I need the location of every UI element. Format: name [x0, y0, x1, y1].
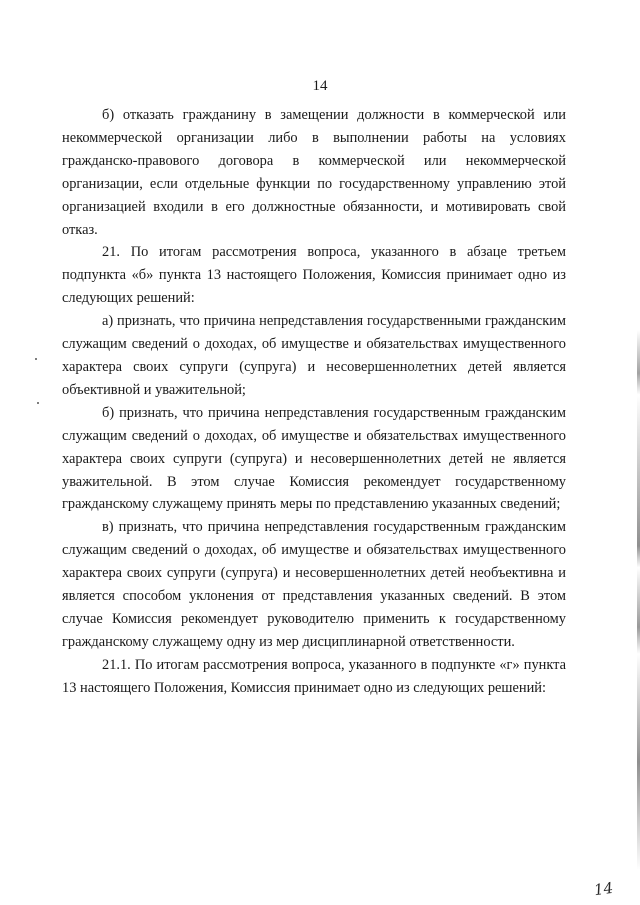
paragraph-item-21: 21. По итогам рассмотрения вопроса, указанного в абзаце третьем подпункта «б» пункта 13 настоящего Положения, Комиссия принимает одно из следующих решений:: [62, 244, 566, 307]
paragraph-subitem-v: в) признать, что причина непредставления государственным гражданским служащим сведений о доходах, об имуществе и обязательствах имущественного характера своих супруги (супруга) и несовершеннолетних детей необъективна и является способом уклонения от представления указанных сведений. В этом случае Комиссия рекомендует руководителю применить к государственному гражданскому служащему одну из мер дисциплинарной ответственности.: [62, 519, 566, 650]
page-number: 14: [312, 78, 328, 94]
scan-speck: [37, 402, 39, 404]
paragraph-subitem-b-refuse: б) отказать гражданину в замещении должности в коммерческой или некоммерческой организации либо в выполнении работы на условиях гражданско-правового договора в коммерческой или некоммерческой организации, если отдельные функции по государственному управлению этой организацией входили в его должностные обязанности, и мотивировать свой отказ.: [62, 107, 566, 238]
document-body: [62, 104, 566, 700]
handwritten-page-number: 14: [592, 878, 615, 900]
paragraph-subitem-a: а) признать, что причина непредставления государственными гражданским служащим сведений о доходах, об имуществе и обязательствах имущественного характера своих супруги (супруга) и несовершеннолетних детей является объективной и уважительной;: [62, 313, 566, 398]
scan-speck: [35, 358, 37, 360]
paragraph-item-21-1: 21.1. По итогам рассмотрения вопроса, указанного в подпункте «г» пункта 13 настоящего Положения, Комиссия принимает одно из следующих решений:: [62, 656, 566, 696]
paragraph-subitem-b: б) признать, что причина непредставления государственным гражданским служащим сведений о доходах, об имуществе и обязательствах имущественного характера своих супруги (супруга) и несовершеннолетних детей не является уважительной. В этом случае Комиссия рекомендует государственному гражданскому служащему принять меры по представлению указанных сведений;: [62, 404, 566, 513]
